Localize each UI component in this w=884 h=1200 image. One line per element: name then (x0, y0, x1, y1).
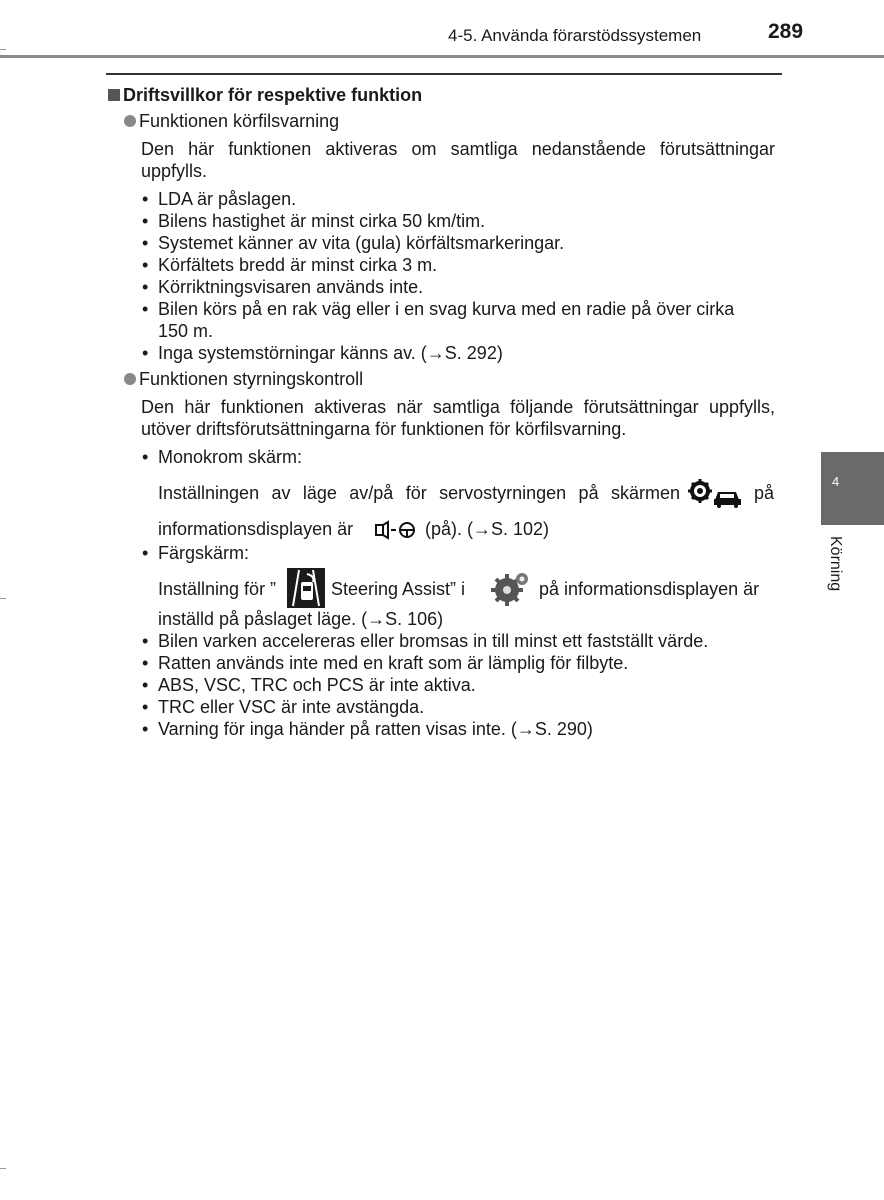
list-item-continuation: 150 m. (158, 321, 214, 341)
color-text: på informationsdisplayen är (539, 579, 760, 599)
subsection-title: Funktionen styrningskontroll (124, 368, 363, 390)
list-item: Körfältets bredd är minst cirka 3 m. (158, 255, 438, 275)
list-item: Varning för inga händer på ratten visas inte. (→S. 290) (158, 719, 593, 739)
settings-gears-icon (491, 570, 531, 606)
bullet-mark: • (142, 255, 149, 275)
bullet-mark: • (142, 631, 149, 651)
list-item: Bilens hastighet är minst cirka 50 km/tim. (158, 211, 486, 231)
intro-text: uppfylls. (141, 161, 208, 181)
margin-tick (0, 598, 6, 599)
list-item: Monokrom skärm: (158, 447, 303, 467)
margin-tick (0, 1168, 6, 1169)
bullet-mark: • (142, 675, 149, 695)
list-item: Ratten används inte med en kraft som är lämplig för filbyte. (158, 653, 629, 673)
section-rule (106, 73, 782, 75)
list-item: Körriktningsvisaren används inte. (158, 277, 424, 297)
header-rule (0, 55, 884, 58)
list-item: Inga systemstörningar känns av. (→S. 292) (158, 343, 503, 363)
list-item: TRC eller VSC är inte avstängda. (158, 697, 425, 717)
bullet-mark: • (142, 543, 149, 563)
list-item: Färgskärm: (158, 543, 250, 563)
bullet-mark: • (142, 653, 149, 673)
subsection-title: Funktionen körfilsvarning (124, 110, 339, 132)
page-number: 289 (768, 20, 804, 43)
bullet-mark: • (142, 697, 149, 717)
chapter-number: 4 (832, 474, 840, 489)
section-title: 4-5. Använda förarstödssystemen (448, 26, 702, 45)
intro-text: utöver driftsförutsättningarna för funktionen för körfilsvarning. (141, 419, 627, 439)
bullet-mark: • (142, 211, 149, 231)
list-item: Bilen körs på en rak väg eller i en svag kurva med en radie på över cirka (158, 299, 735, 319)
intro-text: Den här funktionen aktiveras om samtliga nedanstående förutsättningar (141, 139, 775, 159)
bullet-mark: • (142, 189, 149, 209)
mono-text: på (754, 483, 775, 503)
list-item: LDA är påslagen. (158, 189, 297, 209)
square-bullet-icon (108, 89, 120, 101)
bullet-mark: • (142, 343, 149, 363)
bullet-mark: • (142, 299, 149, 319)
steering-assist-icon (287, 568, 325, 608)
color-text: Steering Assist” i (331, 579, 466, 599)
lane-steering-icon (374, 520, 418, 540)
list-item: Bilen varken accelereras eller bromsas in till minst ett fastställt värde. (158, 631, 709, 651)
mono-text: Inställningen av läge av/på för servostyrningen på skärmen (158, 483, 680, 503)
chapter-tab (821, 452, 884, 525)
intro-text: Den här funktionen aktiveras när samtliga följande förutsättningar uppfylls, (141, 397, 775, 417)
circle-bullet-icon (124, 373, 136, 385)
bullet-mark: • (142, 719, 149, 739)
color-text: inställd på påslaget läge. (→S. 106) (158, 609, 444, 629)
bullet-mark: • (142, 277, 149, 297)
circle-bullet-icon (124, 115, 136, 127)
chapter-label: Körning (827, 536, 844, 592)
gear-car-icon (688, 478, 744, 508)
mono-text: (på). (→S. 102) (425, 519, 550, 539)
bullet-mark: • (142, 447, 149, 467)
section-heading: Driftsvillkor för respektive funktion (108, 84, 422, 106)
list-item: ABS, VSC, TRC och PCS är inte aktiva. (158, 675, 476, 695)
margin-tick (0, 49, 6, 50)
color-text: Inställning för ” (158, 579, 277, 599)
list-item: Systemet känner av vita (gula) körfältsmarkeringar. (158, 233, 565, 253)
bullet-mark: • (142, 233, 149, 253)
mono-text: informationsdisplayen är (158, 519, 354, 539)
